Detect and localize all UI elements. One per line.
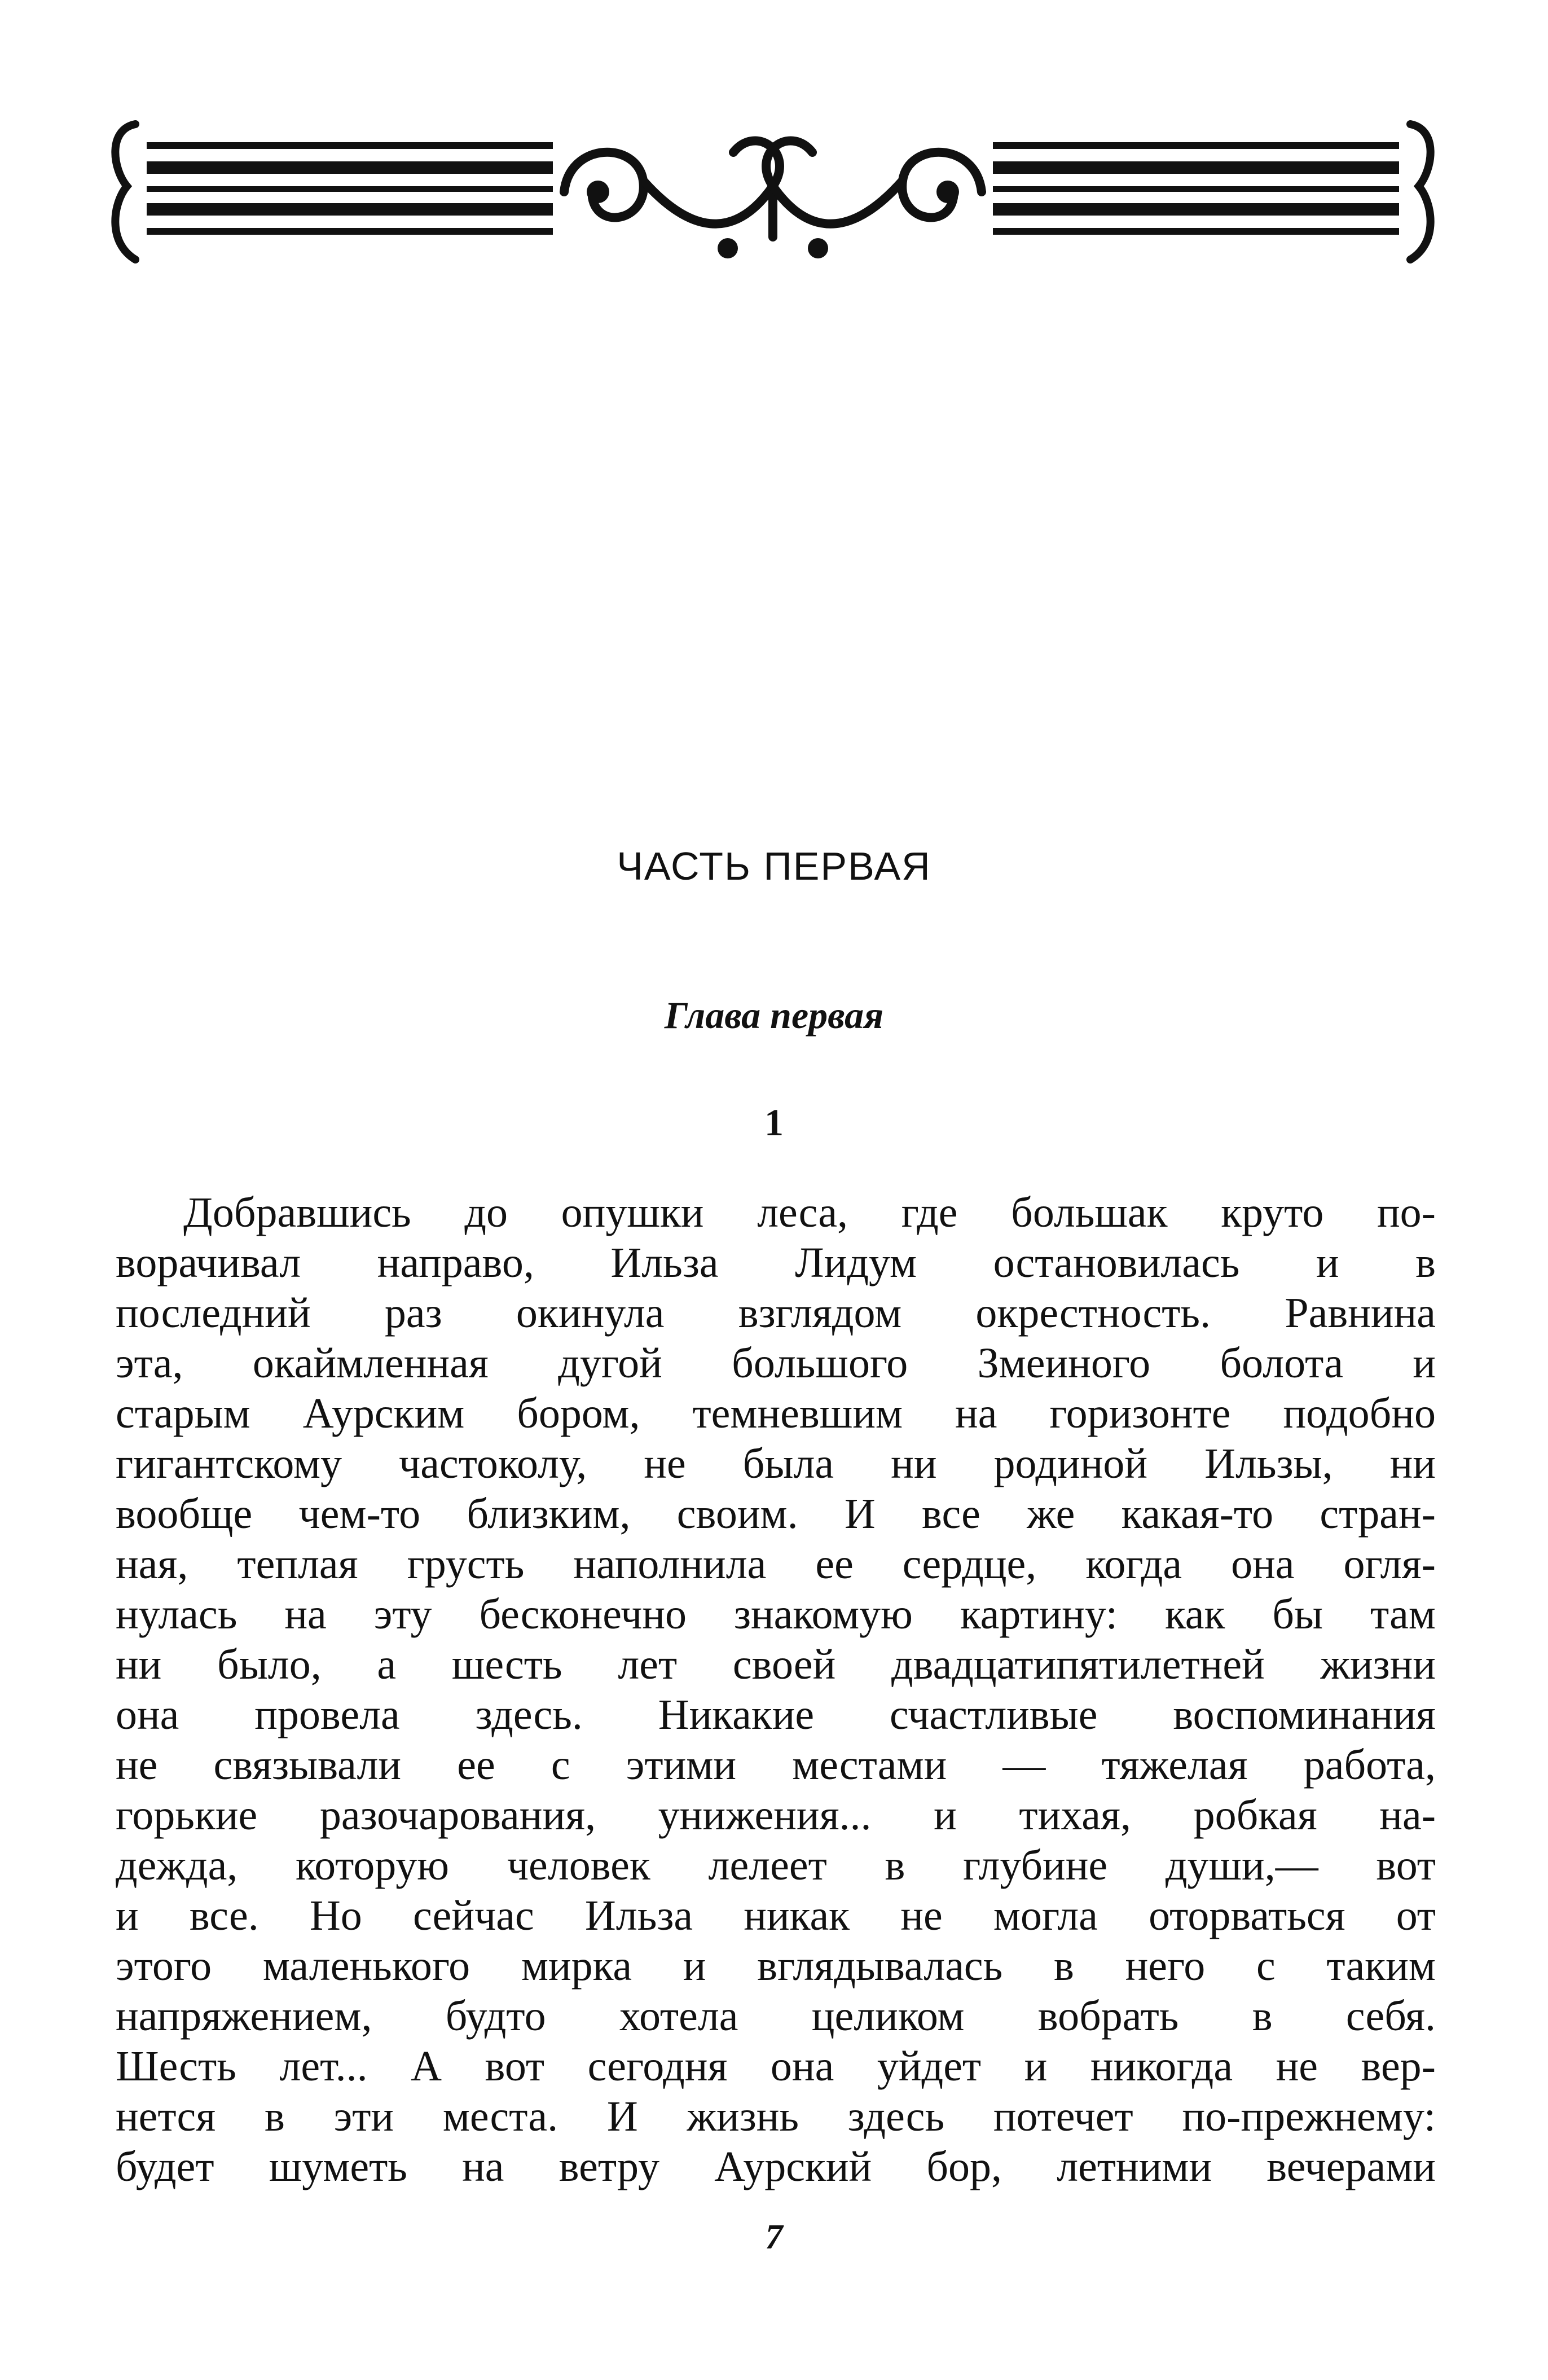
body-line: последний раз окинула взглядом окрестность. Равнина [116, 1289, 1436, 1337]
body-line: нется в эти места. И жизнь здесь потечет по-прежнему: [116, 2093, 1436, 2140]
body-line: дежда, которую человек лелеет в глубине души,— вот [116, 1842, 1436, 1889]
body-line: горькие разочарования, унижения... и тихая, робкая на- [116, 1791, 1436, 1839]
body-line: ворачивал направо, Ильза Лидум остановилась и в [116, 1239, 1436, 1286]
section-number: 1 [764, 1101, 784, 1144]
body-text [116, 1188, 1436, 2192]
page-number: 7 [765, 2218, 783, 2256]
body-line: и все. Но сейчас Ильза никак не могла оторваться от [116, 1892, 1436, 1939]
body-line: напряжением, будто хотела целиком вобрать в себя. [116, 1992, 1436, 2040]
body-line: нулась на эту бесконечно знакомую картину: как бы там [116, 1591, 1436, 1638]
body-line: гигантскому частоколу, не была ни родиной Ильзы, ни [116, 1440, 1436, 1487]
part-title: ЧАСТЬ ПЕРВАЯ [617, 844, 931, 888]
body-line: Шесть лет... А вот сегодня она уйдет и никогда не вер- [116, 2043, 1436, 2090]
body-line: будет шуметь на ветру Аурский бор, летними вечерами [116, 2143, 1436, 2190]
body-line: ная, теплая грусть наполнила ее сердце, когда она огля- [116, 1540, 1436, 1588]
body-line: Добравшись до опушки леса, где большак круто по- [183, 1189, 1436, 1236]
body-line: не связывали ее с этими местами — тяжелая работа, [116, 1741, 1436, 1789]
body-line: старым Аурским бором, темневшим на горизонте подобно [116, 1390, 1436, 1437]
chapter-title: Глава первая [664, 994, 884, 1037]
body-line: эта, окаймленная дугой большого Змеиного болота и [116, 1340, 1436, 1387]
body-line: вообще чем-то близким, своим. И все же какая-то стран- [116, 1490, 1436, 1538]
body-line: ни было, а шесть лет своей двадцатипятилетней жизни [116, 1641, 1436, 1688]
body-line: она провела здесь. Никакие счастливые воспоминания [116, 1691, 1436, 1738]
header-ornament-icon [102, 107, 1444, 276]
body-line: этого маленького мирка и вглядывалась в него с таким [116, 1942, 1436, 1990]
